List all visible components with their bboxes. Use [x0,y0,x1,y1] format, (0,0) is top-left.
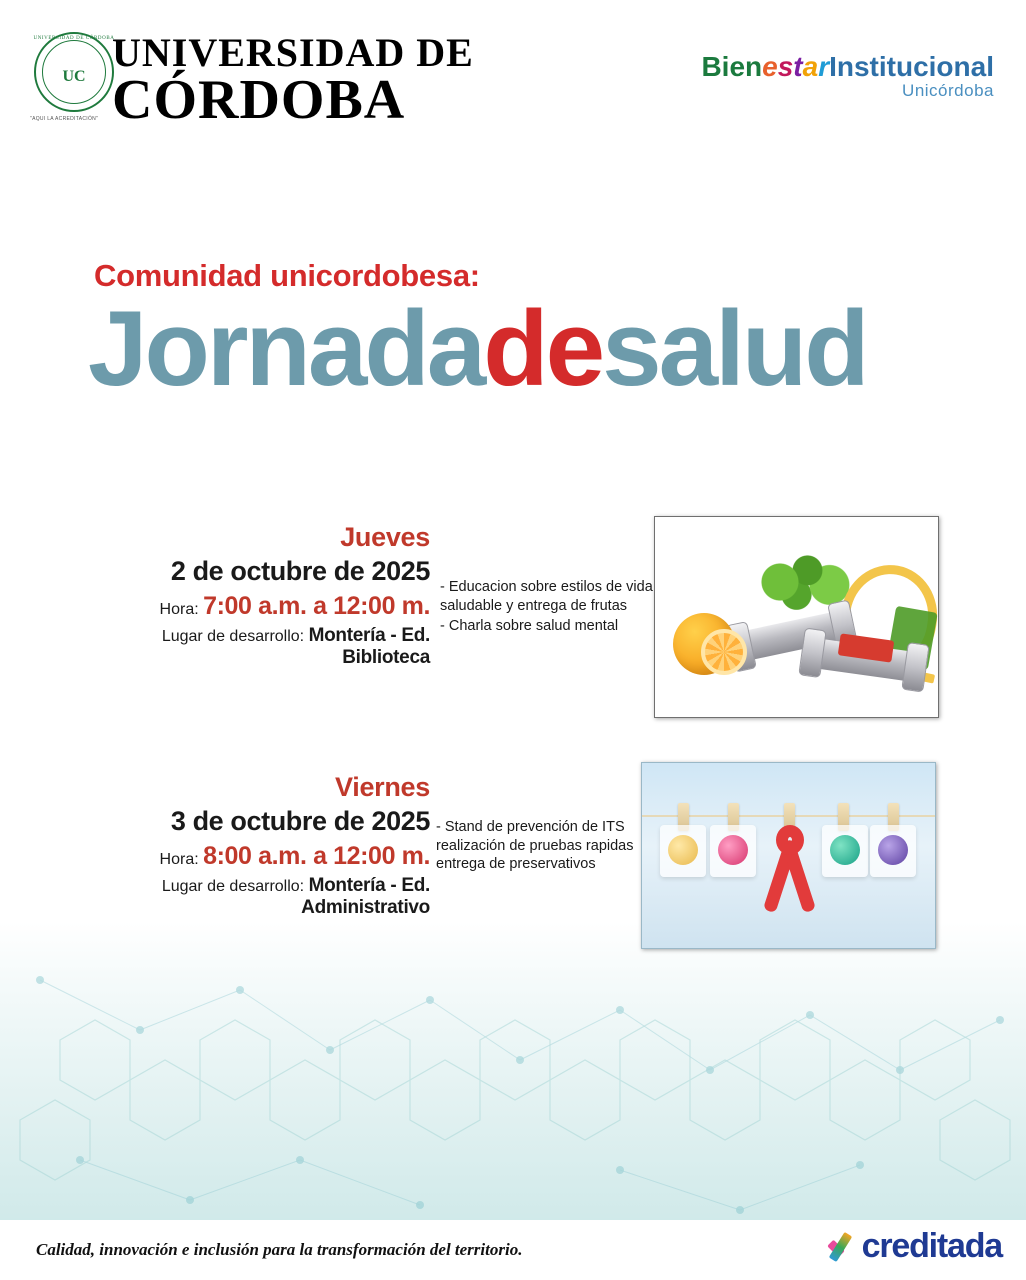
university-name-line1: UNIVERSIDAD DE [112,30,474,75]
condom-disc [718,835,748,865]
event-details-thursday [90,522,430,669]
bienestar-part-a: a [802,51,819,82]
event-place-value: Montería - Ed. Biblioteca [308,625,430,668]
seal-monogram: UC [62,68,86,85]
activity-item [440,578,653,615]
bienestar-sub: Unicórdoba [902,81,994,101]
condom-pack [660,825,706,877]
event-hour [60,842,430,871]
university-name [112,30,474,131]
event-hour-value: 7:00 a.m. a 12:00 m. [203,592,430,620]
activity-line: entrega de preservativos [436,856,596,873]
activity-line: - Educacion sobre estilos de vida [440,579,653,595]
bienestar-part-r: r [818,51,830,82]
condom-disc [668,835,698,865]
event-activities-friday [436,818,636,876]
accreditation-badge [826,1227,1002,1266]
bienestar-part-t: t [793,51,803,82]
title-word-jornada: Jornada [88,288,484,408]
condom-pack [822,825,868,877]
university-name-line2: CÓRDOBA [112,69,406,131]
bienestar-part-e: e [762,51,778,82]
poster-header [0,0,1026,175]
activity-item [440,617,645,636]
event-date: 3 de octubre de 2025 [170,806,430,836]
event-details-friday [60,772,430,919]
ribbon-loop [776,825,804,855]
event-place-label: Lugar de desarrollo: [161,628,305,645]
event-place-value: Montería - Ed. Administrativo [301,875,430,918]
activity-line: - Charla sobre salud mental [440,618,619,635]
bienestar-part-institucional: Institucional [829,51,994,82]
university-seal-logo [30,28,118,124]
event-photo-its-prevention [641,762,936,949]
event-place [90,625,430,669]
event-activities-thursday [440,578,653,638]
activity-line: - Stand de prevención de ITS [436,819,625,835]
check-icon [826,1230,860,1264]
page-title [88,288,867,408]
activity-line: realización de pruebas rapidas [436,837,634,854]
accreditation-label: creditada [861,1227,1002,1265]
event-hour-value: 8:00 a.m. a 12:00 m. [203,842,430,870]
event-date: 2 de octubre de 2025 [170,556,430,586]
condom-pack [710,825,756,877]
bienestar-institucional-logo [701,52,994,100]
condom-pack [870,825,916,877]
footer-slogan: Calidad, innovación e inclusión para la transformación del territorio. [36,1240,523,1259]
event-photo-healthy-lifestyle [654,516,939,718]
event-hour-label: Hora: [159,601,199,618]
activity-line: saludable y entrega de frutas [440,597,628,614]
orange-slice-graphic [701,629,747,675]
red-awareness-ribbon-icon [764,821,816,917]
activity-item [436,818,636,874]
event-day: Jueves [340,522,430,552]
title-word-salud: salud [602,288,867,408]
bienestar-part-bien: Bien [701,51,763,82]
event-place [60,875,430,919]
kicker-text: Comunidad unicordobesa: [94,258,480,293]
bienestar-part-s: s [777,51,794,82]
event-day: Viernes [335,772,430,802]
seal-caption: "AQUI LA ACREDITACIÓN" [30,116,99,122]
event-hour [90,592,430,621]
condom-disc [878,835,908,865]
condom-disc [830,835,860,865]
event-hour-label: Hora: [159,851,199,868]
title-word-de: de [483,288,603,408]
seal-top-text: UNIVERSIDAD DE CÓRDOBA [33,36,115,41]
bienestar-wordmark [701,52,994,81]
event-place-label: Lugar de desarrollo: [161,878,305,895]
